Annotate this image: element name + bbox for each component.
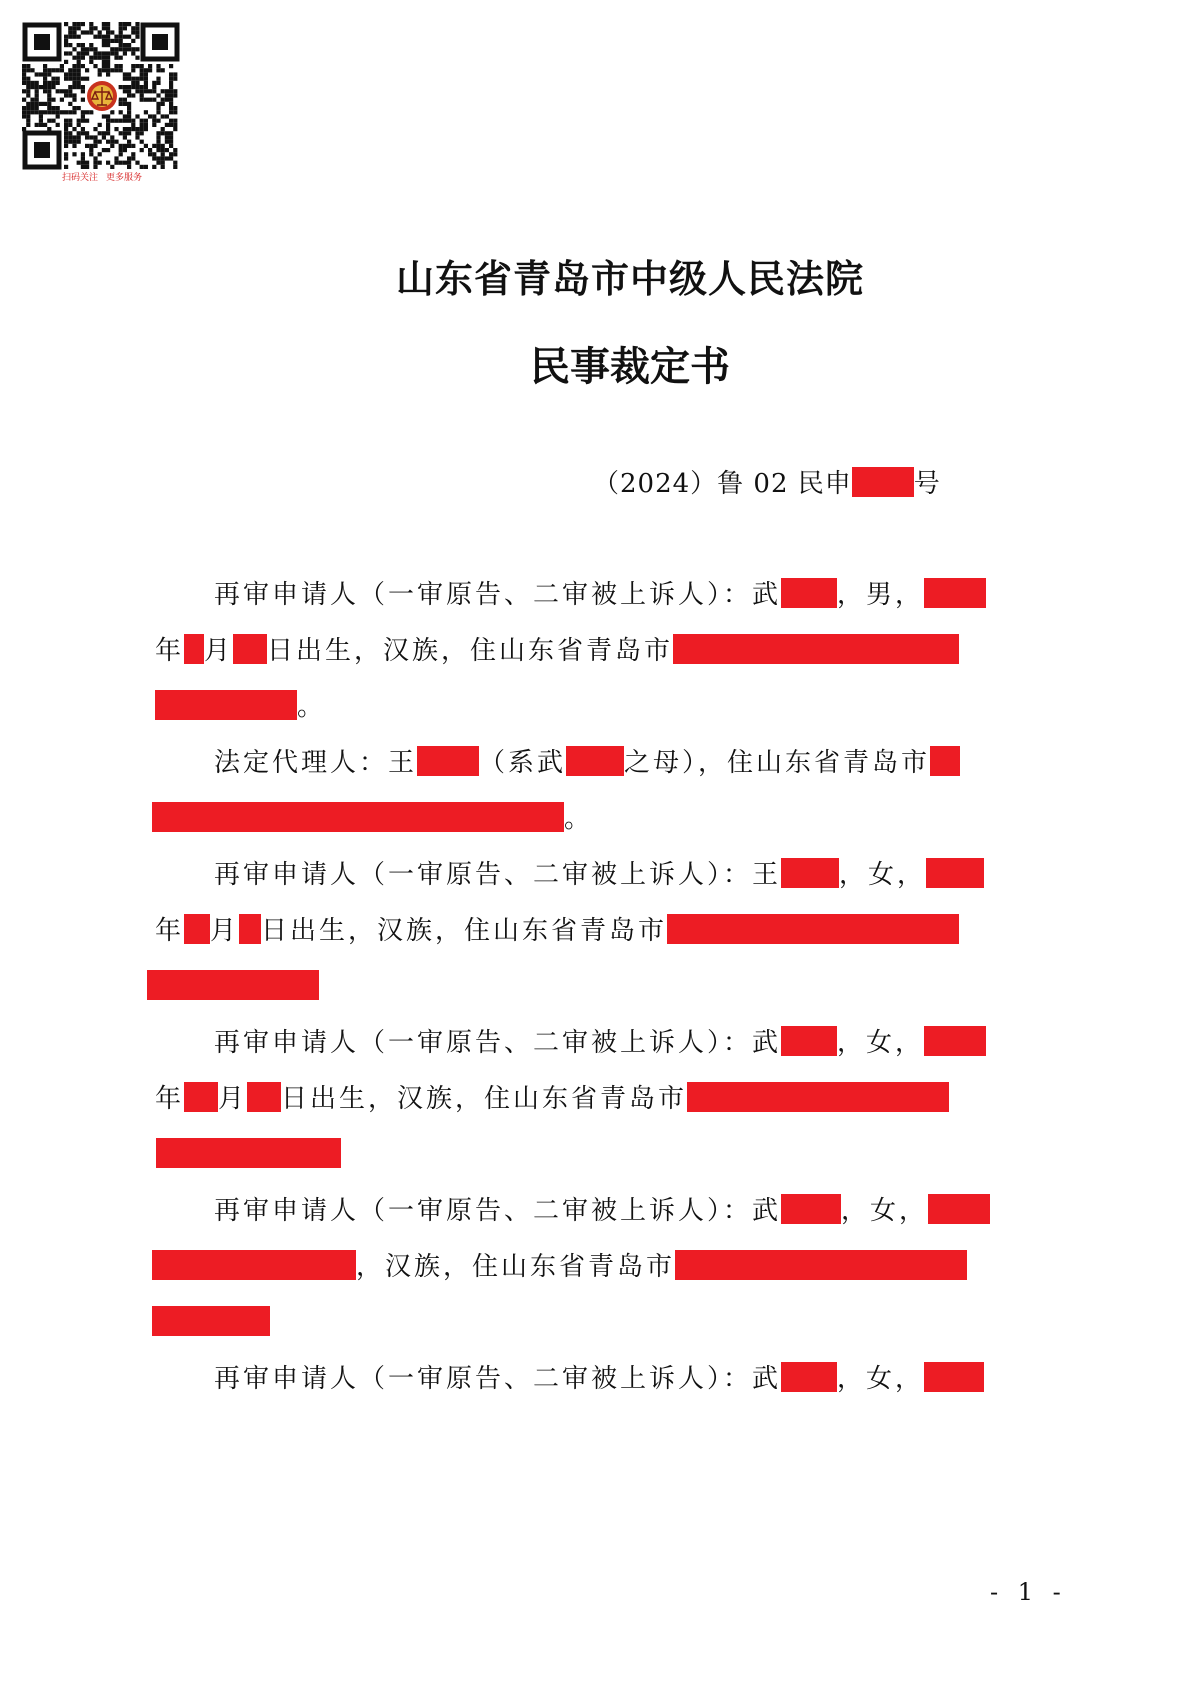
redaction-block [233, 634, 267, 664]
text: 日出生，汉族，住山东省青岛市 [261, 916, 668, 946]
text: 月 [210, 916, 240, 946]
paragraph-applicant-3-line-2 [155, 1082, 949, 1116]
paragraph-applicant-1-line-1 [214, 578, 986, 612]
redaction-block [566, 746, 624, 776]
paragraph-applicant-1-line-2 [155, 634, 959, 668]
redaction-block [184, 634, 204, 664]
redaction-block [184, 914, 210, 944]
redaction-block [147, 970, 319, 1000]
case-number [593, 467, 941, 501]
case-number-prefix: （2024）鲁 02 民申 [593, 469, 852, 499]
qr-code [22, 22, 180, 170]
text: ，男， [837, 580, 925, 610]
text: ，女， [837, 1364, 925, 1394]
paragraph-applicant-3-line-3 [156, 1138, 341, 1172]
text: ，汉族，住山东省青岛市 [356, 1252, 676, 1282]
redaction-block [152, 1306, 270, 1336]
redaction-block [781, 578, 837, 608]
case-number-suffix: 号 [913, 469, 941, 499]
text: 再审申请人（一审原告、二审被上诉人）：武 [214, 1364, 782, 1394]
paragraph-applicant-2-line-2 [155, 914, 959, 948]
redaction-block [924, 578, 986, 608]
text: 。 [297, 692, 327, 722]
court-name: 山东省青岛市中级人民法院 [395, 256, 864, 301]
text: 再审申请人（一审原告、二审被上诉人）：武 [214, 580, 782, 610]
paragraph-applicant-5-line-1 [214, 1362, 984, 1396]
text: 月 [204, 636, 234, 666]
paragraph-legal-representative-line-1 [214, 746, 960, 780]
redaction-block [928, 1194, 990, 1224]
court-emblem-icon [85, 79, 119, 113]
redaction-block [781, 1026, 837, 1056]
text: 年 [155, 636, 185, 666]
redaction-block [781, 858, 839, 888]
text: ，女， [837, 1028, 925, 1058]
redaction-block [781, 1362, 837, 1392]
paragraph-applicant-4-line-3 [152, 1306, 270, 1340]
qr-caption-left: 扫码关注 [62, 173, 99, 183]
redaction-block [781, 1194, 841, 1224]
text: 年 [155, 916, 185, 946]
redaction-block [852, 467, 914, 497]
text: 法定代理人：王 [214, 748, 418, 778]
redaction-block [247, 1082, 281, 1112]
redaction-block [417, 746, 479, 776]
text: 再审申请人（一审原告、二审被上诉人）：王 [214, 860, 782, 890]
text: ，女， [839, 860, 927, 890]
paragraph-applicant-1-line-3 [155, 690, 326, 724]
text: （系武 [479, 748, 567, 778]
paragraph-applicant-3-line-1 [214, 1026, 986, 1060]
redaction-block [675, 1250, 967, 1280]
redaction-block [155, 690, 297, 720]
redaction-block [152, 1250, 356, 1280]
paragraph-legal-representative-line-2 [152, 802, 593, 836]
text: 日出生，汉族，住山东省青岛市 [281, 1084, 688, 1114]
paragraph-applicant-2-line-3 [147, 970, 319, 1004]
text: 再审申请人（一审原告、二审被上诉人）：武 [214, 1196, 782, 1226]
qr-caption [62, 172, 152, 184]
text: 日出生，汉族，住山东省青岛市 [267, 636, 674, 666]
text: 再审申请人（一审原告、二审被上诉人）：武 [214, 1028, 782, 1058]
text: ，女， [841, 1196, 929, 1226]
text: 之母），住山东省青岛市 [624, 748, 931, 778]
redaction-block [184, 1082, 218, 1112]
page-number: - 1 - [990, 1578, 1067, 1606]
qr-caption-right: 更多服务 [106, 173, 143, 183]
redaction-block [687, 1082, 949, 1112]
paragraph-applicant-4-line-2 [152, 1250, 967, 1284]
redaction-block [239, 914, 261, 944]
redaction-block [930, 746, 960, 776]
paragraph-applicant-2-line-1 [214, 858, 984, 892]
document-type: 民事裁定书 [530, 343, 730, 390]
paragraph-applicant-4-line-1 [214, 1194, 990, 1228]
redaction-block [924, 1026, 986, 1056]
text: 年 [155, 1084, 185, 1114]
redaction-block [156, 1138, 341, 1168]
redaction-block [152, 802, 564, 832]
redaction-block [926, 858, 984, 888]
redaction-block [924, 1362, 984, 1392]
redaction-block [673, 634, 959, 664]
redaction-block [667, 914, 959, 944]
text: 。 [564, 804, 594, 834]
text: 月 [218, 1084, 248, 1114]
